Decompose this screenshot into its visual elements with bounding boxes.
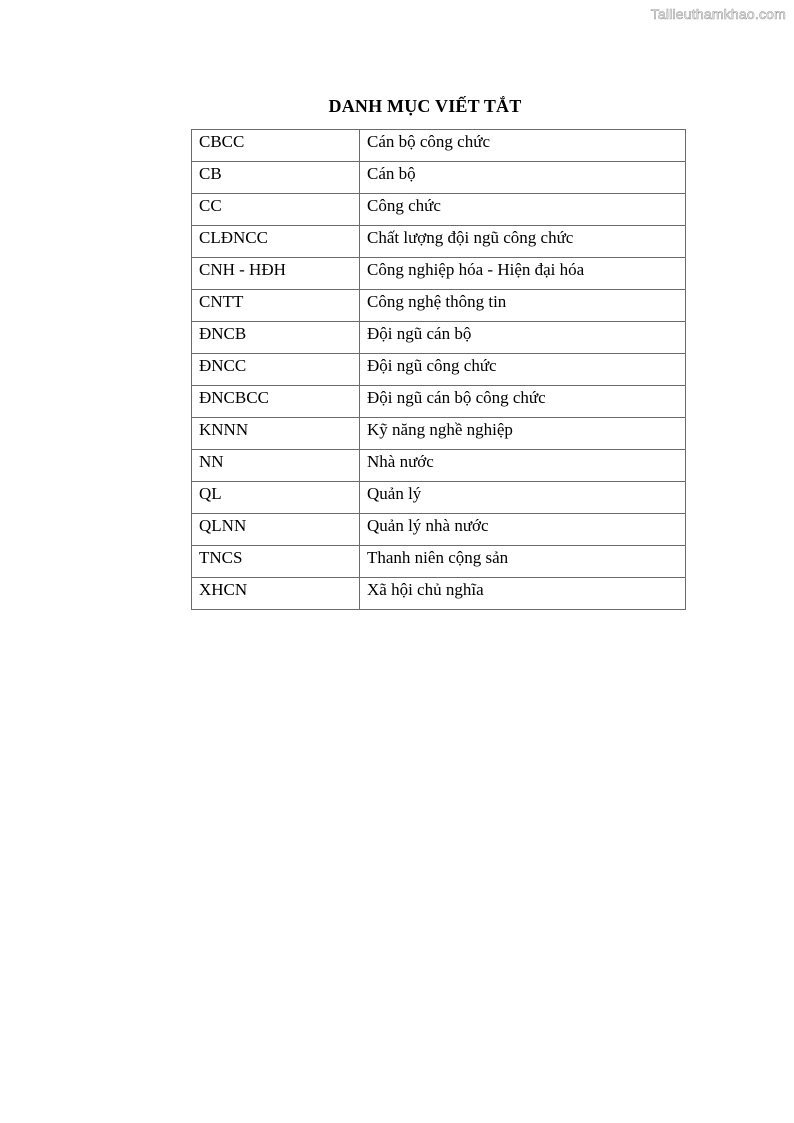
meaning-cell: Chất lượng đội ngũ công chức bbox=[360, 226, 686, 258]
abbreviation-cell: ĐNCB bbox=[192, 322, 360, 354]
table-row bbox=[192, 546, 686, 578]
table-row bbox=[192, 194, 686, 226]
table-row bbox=[192, 578, 686, 610]
abbreviation-cell: CC bbox=[192, 194, 360, 226]
abbreviation-cell: TNCS bbox=[192, 546, 360, 578]
meaning-cell: Kỹ năng nghề nghiệp bbox=[360, 418, 686, 450]
abbreviation-cell: QL bbox=[192, 482, 360, 514]
table-row bbox=[192, 354, 686, 386]
abbreviation-table-body bbox=[192, 130, 686, 610]
table-row bbox=[192, 290, 686, 322]
meaning-cell: Nhà nước bbox=[360, 450, 686, 482]
table-row bbox=[192, 322, 686, 354]
table-row bbox=[192, 450, 686, 482]
page-title: DANH MỤC VIẾT TẮT bbox=[328, 96, 522, 116]
abbreviation-cell: CBCC bbox=[192, 130, 360, 162]
table-row bbox=[192, 162, 686, 194]
meaning-cell: Cán bộ công chức bbox=[360, 130, 686, 162]
table-row bbox=[192, 130, 686, 162]
meaning-cell: Công nghiệp hóa - Hiện đại hóa bbox=[360, 258, 686, 290]
watermark: Tailieuthamkhao.com bbox=[650, 6, 786, 22]
table-row bbox=[192, 418, 686, 450]
meaning-cell: Quản lý bbox=[360, 482, 686, 514]
abbreviation-cell: KNNN bbox=[192, 418, 360, 450]
meaning-cell: Thanh niên cộng sản bbox=[360, 546, 686, 578]
table-row bbox=[192, 386, 686, 418]
table-row bbox=[192, 258, 686, 290]
meaning-cell: Đội ngũ cán bộ bbox=[360, 322, 686, 354]
abbreviation-cell: ĐNCBCC bbox=[192, 386, 360, 418]
meaning-cell: Công nghệ thông tin bbox=[360, 290, 686, 322]
abbreviation-table bbox=[191, 129, 686, 610]
meaning-cell: Xã hội chủ nghĩa bbox=[360, 578, 686, 610]
abbreviation-cell: CNH - HĐH bbox=[192, 258, 360, 290]
abbreviation-cell: ĐNCC bbox=[192, 354, 360, 386]
meaning-cell: Cán bộ bbox=[360, 162, 686, 194]
abbreviation-cell: NN bbox=[192, 450, 360, 482]
abbreviation-cell: XHCN bbox=[192, 578, 360, 610]
meaning-cell: Đội ngũ công chức bbox=[360, 354, 686, 386]
table-row bbox=[192, 226, 686, 258]
meaning-cell: Công chức bbox=[360, 194, 686, 226]
meaning-cell: Quản lý nhà nước bbox=[360, 514, 686, 546]
table-row bbox=[192, 482, 686, 514]
table-row bbox=[192, 514, 686, 546]
meaning-cell: Đội ngũ cán bộ công chức bbox=[360, 386, 686, 418]
abbreviation-cell: CB bbox=[192, 162, 360, 194]
abbreviation-cell: CNTT bbox=[192, 290, 360, 322]
abbreviation-cell: CLĐNCC bbox=[192, 226, 360, 258]
abbreviation-cell: QLNN bbox=[192, 514, 360, 546]
